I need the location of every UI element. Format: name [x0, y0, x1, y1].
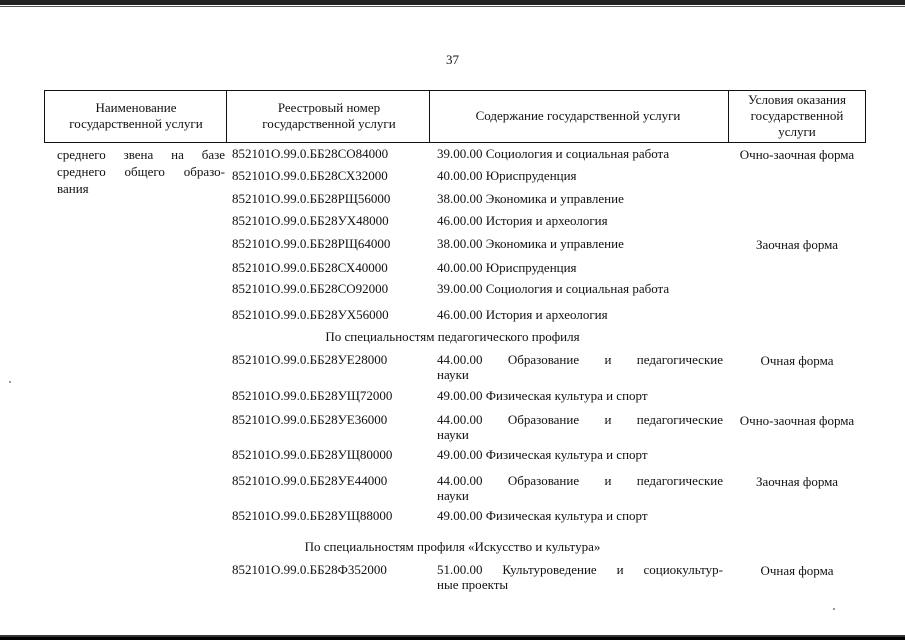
service-content: 49.00.00 Физическая культура и спорт [437, 388, 648, 403]
header-border-bottom [44, 142, 866, 143]
service-content-line-2: ные проекты [437, 577, 509, 592]
registry-code: 852101О.99.0.ББ28Ф352000 [232, 562, 387, 577]
service-content-line-1: 44.00.00 Образование и педагогические [437, 412, 723, 427]
service-content: 38.00.00 Экономика и управление [437, 191, 624, 206]
service-content-line-1: 44.00.00 Образование и педагогические [437, 352, 723, 367]
header-border-right [865, 90, 866, 143]
registry-code: 852101О.99.0.ББ28УЩ88000 [232, 508, 393, 523]
service-content: 46.00.00 История и археология [437, 307, 608, 322]
registry-code: 852101О.99.0.ББ28УЕ28000 [232, 352, 388, 367]
registry-code: 852101О.99.0.ББ28РЩ56000 [232, 191, 391, 206]
registry-code: 852101О.99.0.ББ28УЕ36000 [232, 412, 388, 427]
service-content [437, 412, 723, 442]
scan-speck [9, 381, 11, 383]
service-name-line-3: вания [57, 181, 89, 196]
service-condition: Очная форма [760, 353, 834, 368]
registry-code: 852101О.99.0.ББ28СО92000 [232, 281, 389, 296]
scan-speck [833, 608, 835, 610]
service-condition: Заочная форма [755, 474, 839, 489]
service-content [437, 352, 723, 382]
service-content: 39.00.00 Социология и социальная работа [437, 146, 670, 161]
registry-code: 852101О.99.0.ББ28УЩ72000 [232, 388, 393, 403]
registry-code: 852101О.99.0.ББ28СХ32000 [232, 168, 388, 183]
service-content [437, 473, 723, 503]
section-heading-pedagogical: По специальностям педагогического профиля [325, 329, 580, 344]
section-heading-arts-culture: По специальностям профиля «Искусство и культура» [304, 539, 601, 554]
page-number: 37 [446, 52, 459, 67]
service-content-line-2: науки [437, 488, 469, 503]
header-divider-1 [226, 90, 227, 143]
header-name: Наименование государственной услуги [69, 100, 203, 131]
registry-code: 852101О.99.0.ББ28СХ40000 [232, 260, 388, 275]
service-content: 38.00.00 Экономика и управление [437, 236, 624, 251]
registry-code: 852101О.99.0.ББ28УХ56000 [232, 307, 389, 322]
service-content: 40.00.00 Юриспруденция [437, 168, 577, 183]
service-condition: Заочная форма [755, 237, 839, 252]
service-content-line-1: 51.00.00 Культуроведение и социокультур- [437, 562, 723, 577]
service-content-line-1: 44.00.00 Образование и педагогические [437, 473, 723, 488]
service-condition: Очно-заочная форма [739, 147, 855, 162]
service-content-line-2: науки [437, 367, 469, 382]
service-content [437, 562, 723, 592]
registry-code: 852101О.99.0.ББ28РЩ64000 [232, 236, 391, 251]
service-content: 49.00.00 Физическая культура и спорт [437, 447, 648, 462]
scan-edge-top [0, 0, 905, 9]
service-name-line-2: среднего общего образо- [57, 164, 225, 179]
header-divider-3 [728, 90, 729, 143]
header-conditions: Условия оказания государственной услуги [748, 92, 846, 139]
service-name [57, 146, 225, 197]
header-content: Содержание государственной услуги [475, 108, 681, 123]
registry-code: 852101О.99.0.ББ28УЕ44000 [232, 473, 388, 488]
registry-code: 852101О.99.0.ББ28УХ48000 [232, 213, 389, 228]
service-condition: Очная форма [760, 563, 834, 578]
service-name-line-1: среднего звена на базе [57, 147, 225, 162]
header-border-left [44, 90, 45, 143]
service-content: 39.00.00 Социология и социальная работа [437, 281, 670, 296]
service-condition: Очно-заочная форма [739, 413, 855, 428]
scan-edge-bottom [0, 634, 905, 640]
header-divider-2 [429, 90, 430, 143]
service-content-line-2: науки [437, 427, 469, 442]
registry-code: 852101О.99.0.ББ28СО84000 [232, 146, 389, 161]
header-registry-number: Реестровый номер государственной услуги [262, 100, 396, 131]
registry-code: 852101О.99.0.ББ28УЩ80000 [232, 447, 393, 462]
service-content: 40.00.00 Юриспруденция [437, 260, 577, 275]
service-content: 49.00.00 Физическая культура и спорт [437, 508, 648, 523]
service-content: 46.00.00 История и археология [437, 213, 608, 228]
